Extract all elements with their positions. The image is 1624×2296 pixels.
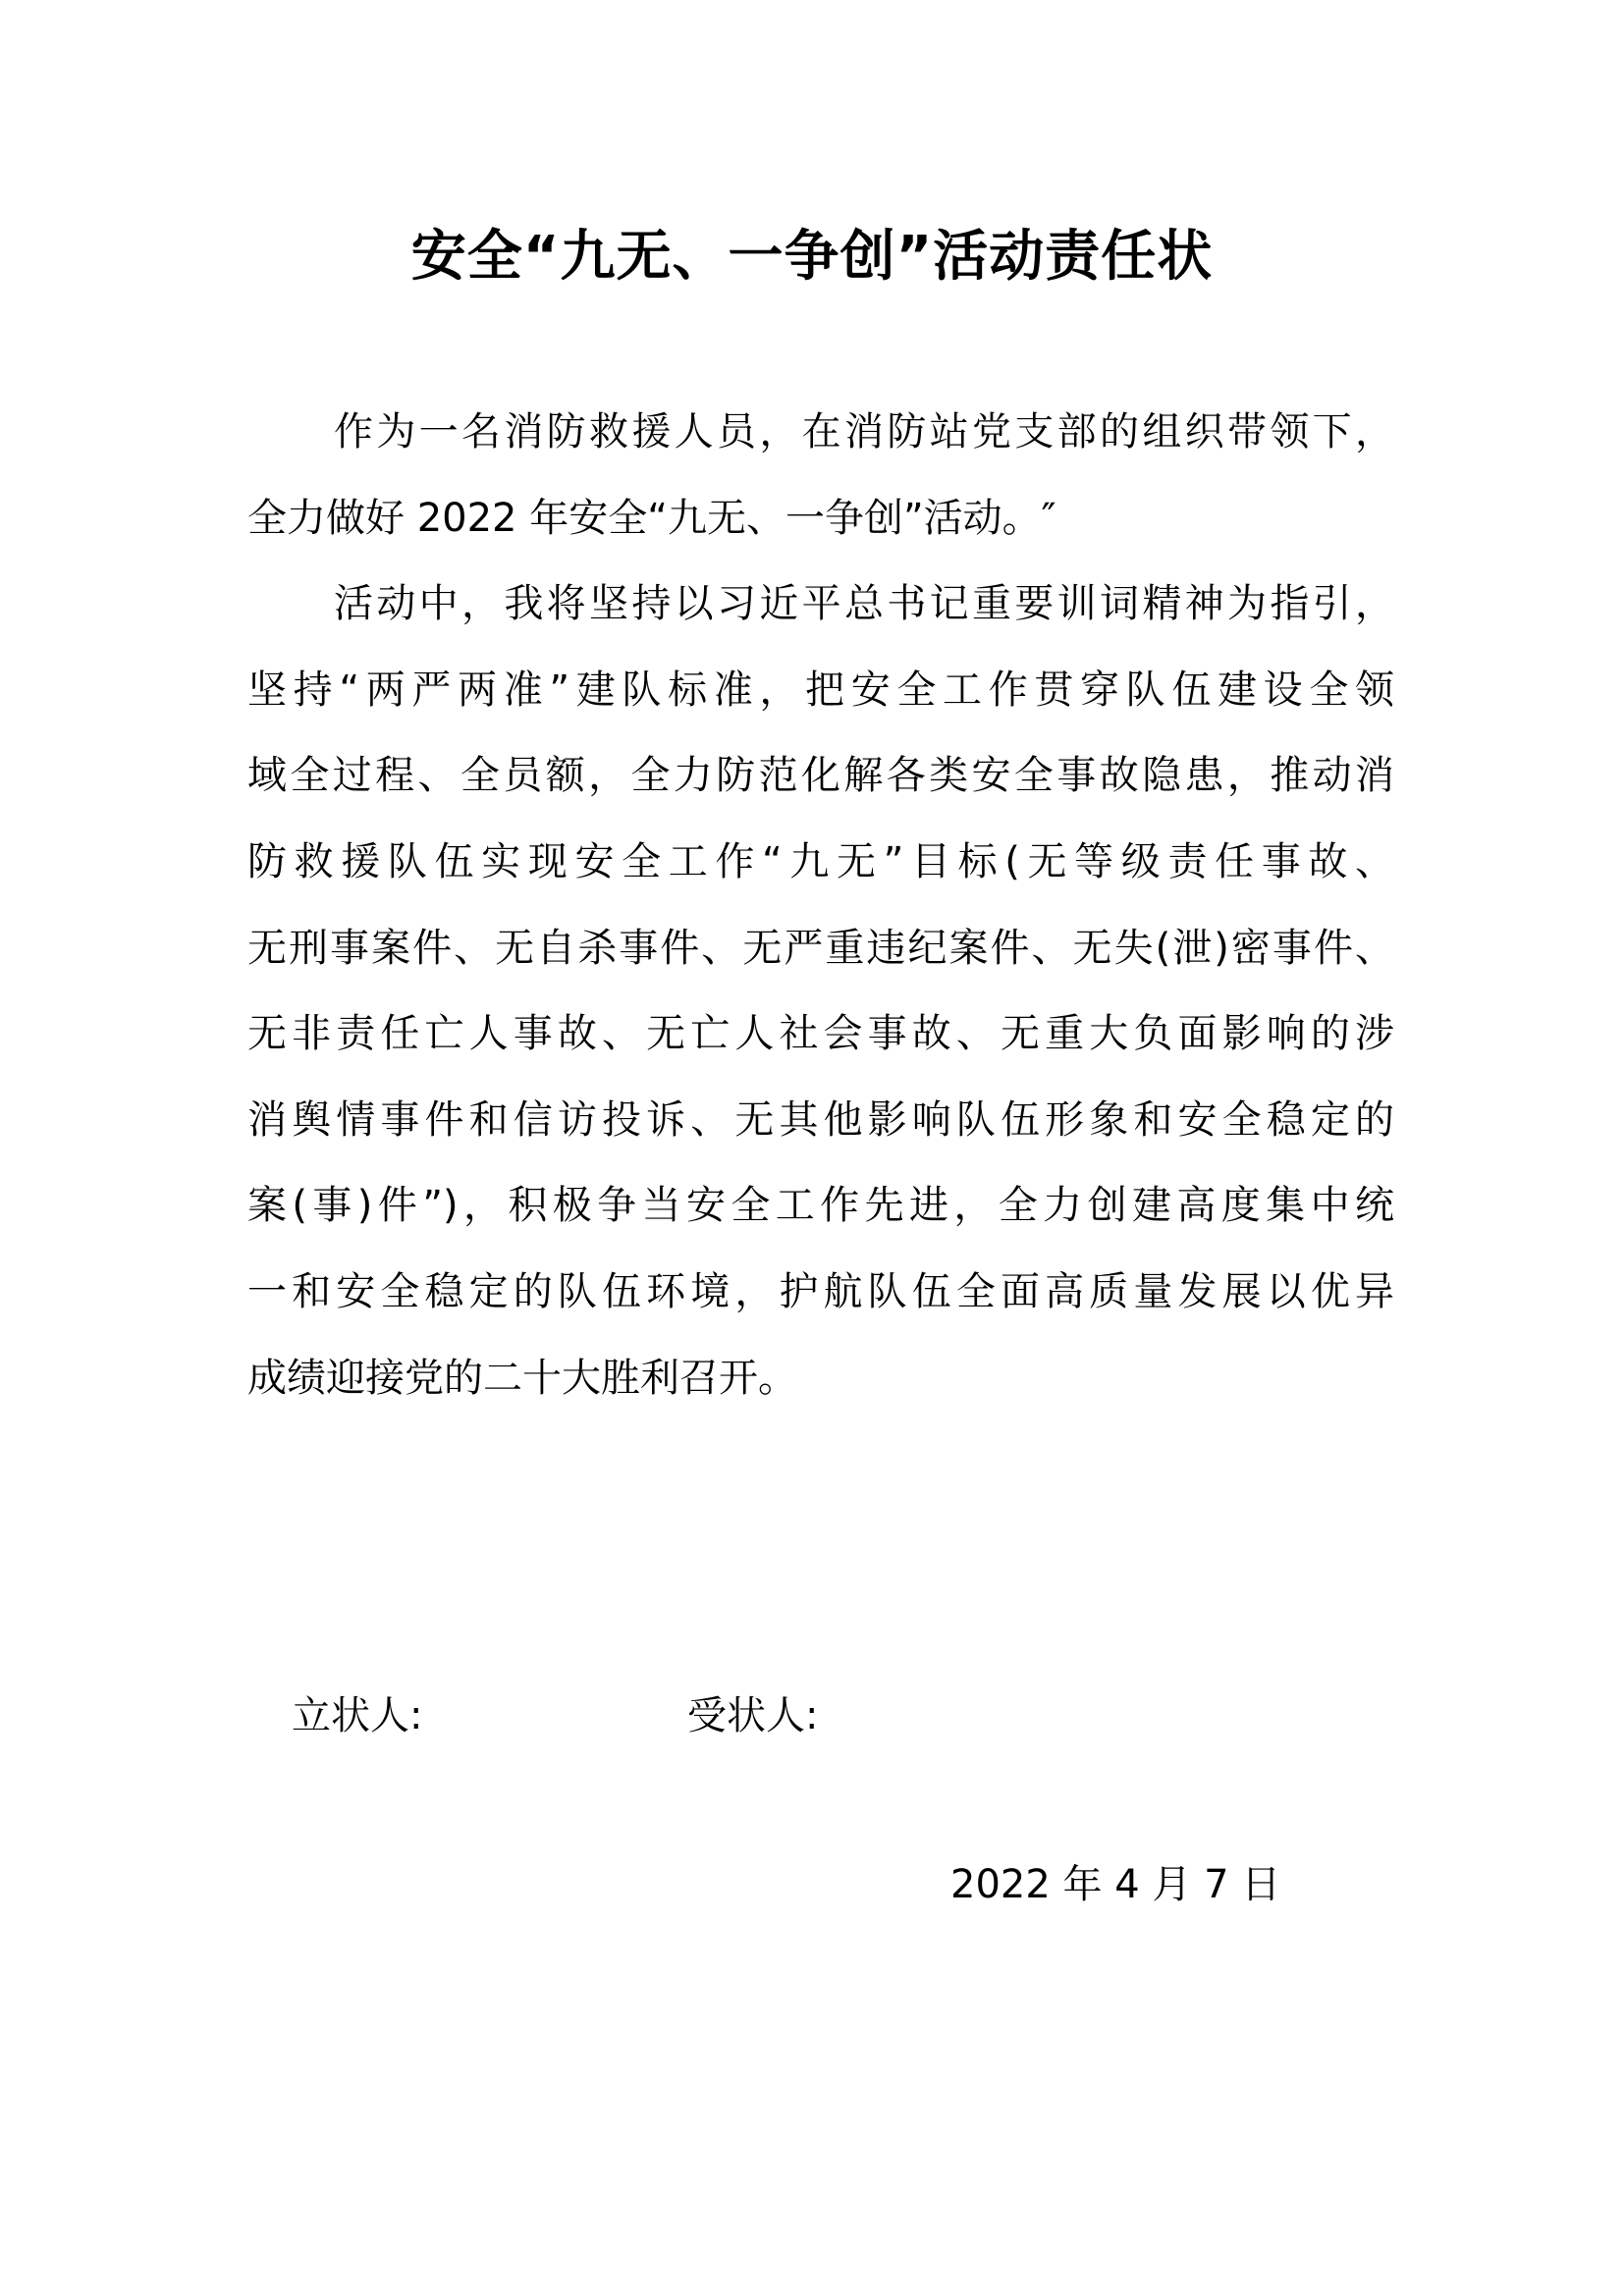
paragraph-1-line: 作为一名消防救援人员，在消防站党支部的组织带领下， [334, 409, 1394, 454]
paragraph-1-line: 全力做好 2022 年安全“九无、一争创”活动。″ [247, 495, 1056, 541]
paragraph-2-line: 防救援队伍实现安全工作“九无”目标(无等级责任事故、 [247, 838, 1394, 884]
document-title: 安全“九无、一争创”活动责任状 [410, 225, 1214, 289]
document-body [247, 390, 1394, 1421]
paragraph-2-line: 案(事)件”)，积极争当安全工作先进，全力创建高度集中统 [247, 1183, 1394, 1229]
pledger-signature-label: 立状人: [292, 1693, 423, 1738]
document-date: 2022 年 4 月 7 日 [950, 1862, 1281, 1907]
recipient-signature-label: 受状人: [687, 1693, 819, 1738]
paragraph-2-line: 活动中，我将坚持以习近平总书记重要训词精神为指引， [334, 581, 1394, 627]
paragraph-2-line: 一和安全稳定的队伍环境，护航队伍全面高质量发展以优异 [247, 1268, 1394, 1314]
paragraph-2-line: 消舆情事件和信访投诉、无其他影响队伍形象和安全稳定的 [247, 1096, 1394, 1143]
paragraph-2-line: 坚持“两严两准”建队标准，把安全工作贯穿队伍建设全领 [247, 667, 1394, 713]
paragraph-2-line: 域全过程、全员额，全力防范化解各类安全事故隐患，推动消 [247, 753, 1394, 799]
paragraph-2-line: 成绩迎接党的二十大胜利召开。 [247, 1355, 797, 1401]
paragraph-2-line: 无刑事案件、无自杀事件、无严重违纪案件、无失(泄)密事件、 [247, 925, 1394, 971]
paragraph-2-line: 无非责任亡人事故、无亡人社会事故、无重大负面影响的涉 [247, 1011, 1394, 1057]
